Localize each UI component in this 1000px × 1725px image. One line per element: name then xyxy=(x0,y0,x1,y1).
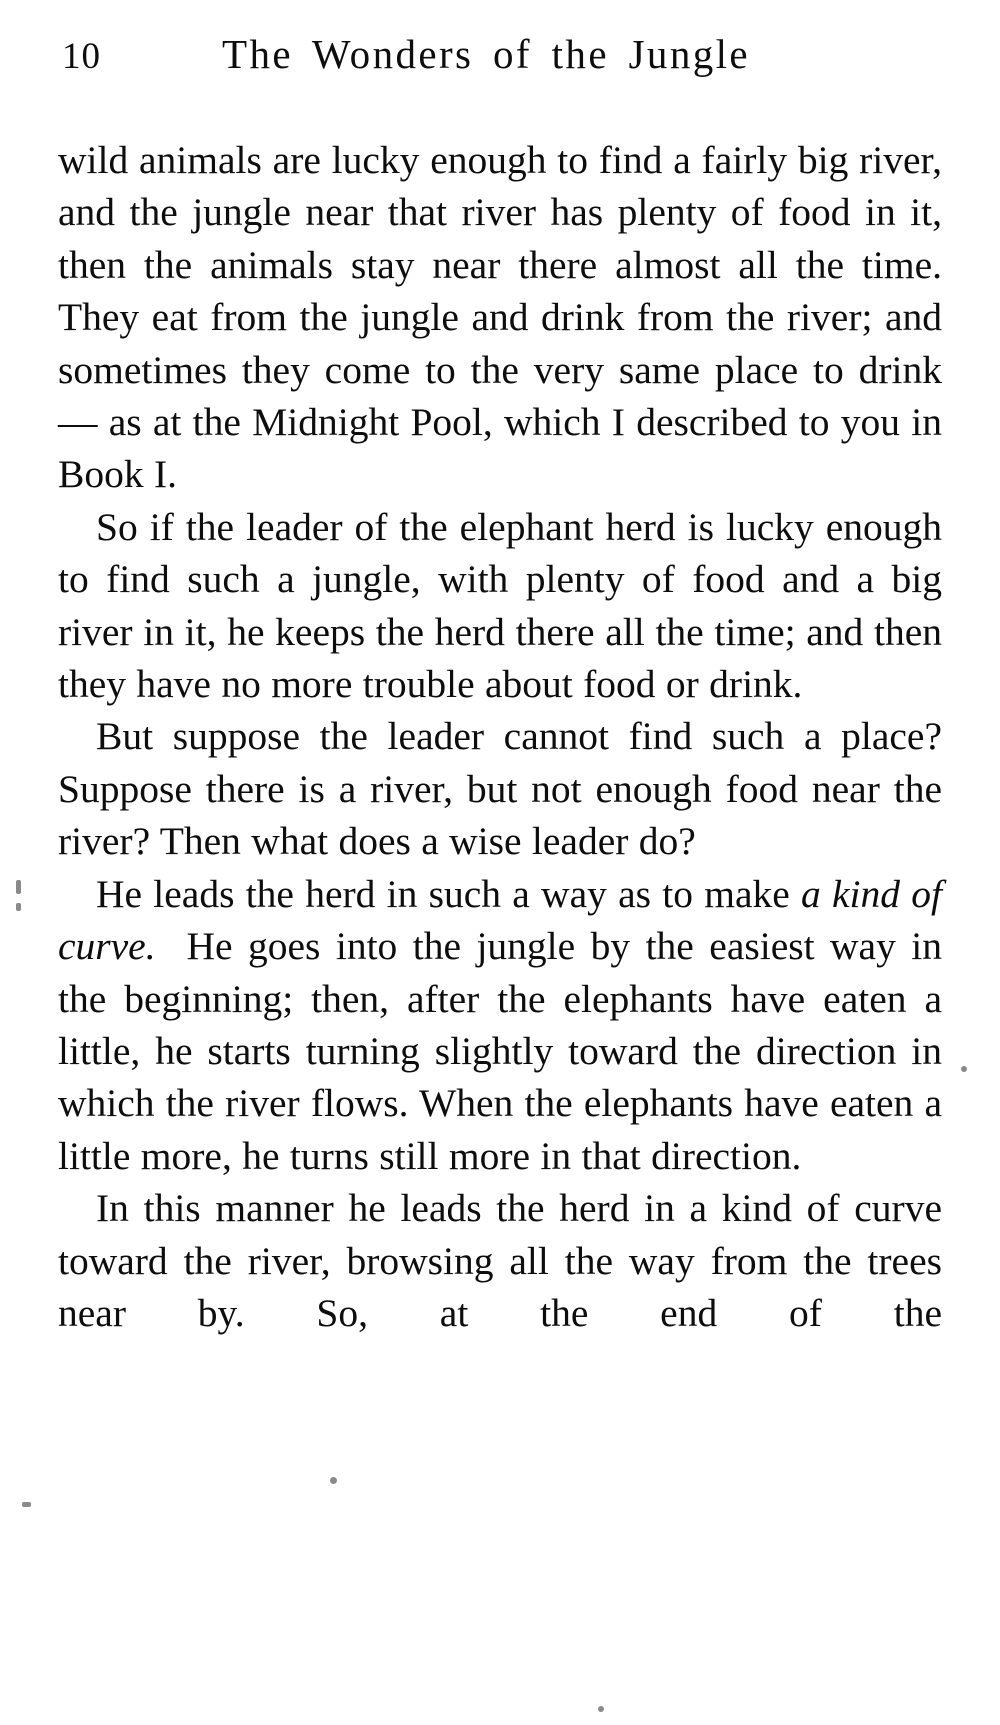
paragraph: So if the leader of the elephant herd is lucky enough to find such a jungle, with plenty of food and a big river in it, he keeps the herd there all the time; and then they have no more trouble about food or drink. xyxy=(58,504,942,707)
paragraph: But suppose the leader cannot find such a place? Suppose there is a river, but not enough food near the river? Then what does a wise leader do? xyxy=(58,714,942,864)
paragraph: In this manner he leads the herd in a kind of curve toward the river, browsing all the way from the trees near by. So, at the end of the xyxy=(58,1186,942,1335)
page-number: 10 xyxy=(62,36,101,77)
page-title: The Wonders of the Jungle xyxy=(222,31,751,77)
running-head xyxy=(58,31,942,120)
paragraph-lead-text: He leads the herd in such a way as to make xyxy=(96,871,802,916)
ink-speck xyxy=(598,1706,604,1712)
ink-speck xyxy=(961,1066,967,1072)
paragraph: wild animals are lucky enough to find a fairly big river, and the jungle near that river has plenty of food in it, then the animals stay near there almost all the time. They eat from the jungle and drink from the river; and sometimes they come to the very same place to drink — as at the Midnight Pool, which I described to you in Book I. xyxy=(58,138,942,497)
ink-speck xyxy=(330,1477,337,1484)
ink-speck xyxy=(16,880,21,894)
paragraph-with-italic xyxy=(58,868,942,1182)
paragraph-rest-text: He goes into the jungle by the easiest way in the beginning; then, after the elephants have eaten a little, he starts turning slightly toward the direction in which the river flows. When the elephants have eaten a little more, he turns still more in that direction. xyxy=(58,924,943,1178)
italic-phrase: a kind of curve. xyxy=(58,871,943,969)
ink-speck xyxy=(22,1502,31,1507)
body-text xyxy=(58,134,942,1392)
ink-speck xyxy=(16,903,21,911)
paragraph-tail-text xyxy=(156,924,187,968)
